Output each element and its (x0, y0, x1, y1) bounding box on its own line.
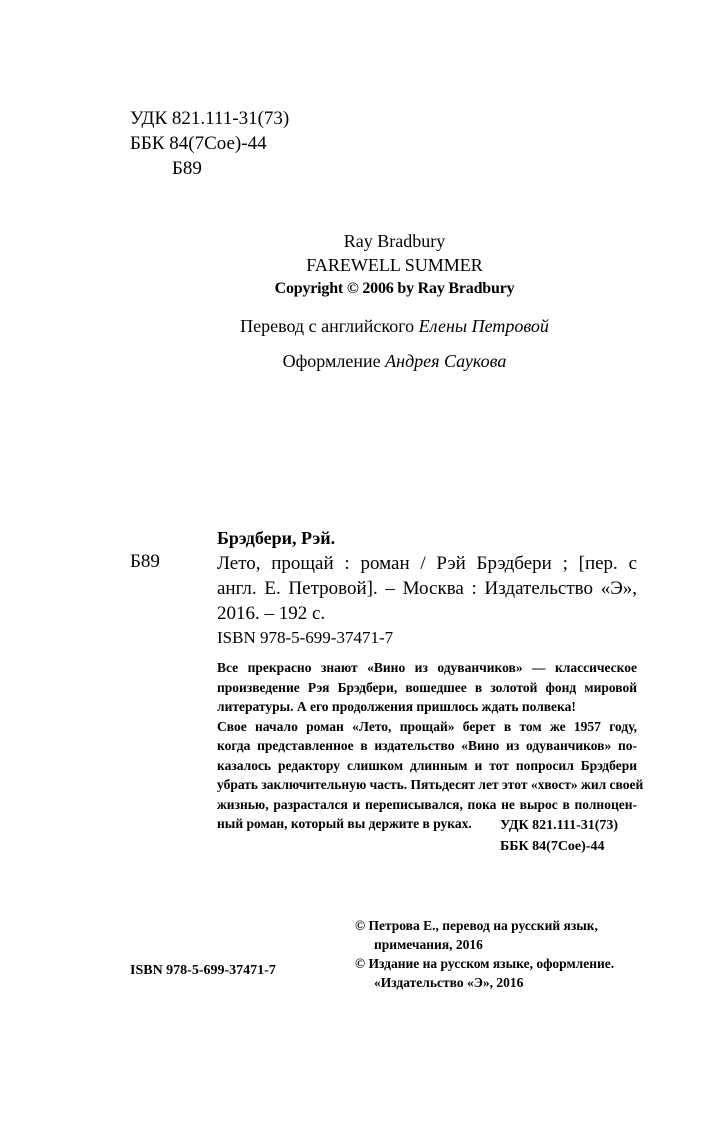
copyright-line: © Петрова Е., перевод на русский язык, (355, 918, 598, 933)
original-author: Ray Bradbury (343, 231, 446, 251)
annotation-line: казалось редактору слишком длинным и тот попросил Брэдбери (217, 757, 637, 773)
bbk-code: ББК 84(7Сое)-44 (130, 133, 267, 154)
footer-codes (500, 815, 618, 857)
footer-bbk: ББК 84(7Сое)-44 (500, 839, 605, 854)
translator-name: Елены Петровой (418, 316, 549, 336)
copyright-block (355, 916, 614, 992)
footer-udk: УДК 821.111-31(73) (500, 818, 619, 833)
catalog-line: Лето, прощай : роман / Рэй Брэдбери ; [пер. с (217, 553, 637, 574)
annotation-line: Свое начало роман «Лето, прощай» берет в том же 1957 году, (217, 718, 637, 734)
copyright-line: © Издание на русском языке, оформление. (355, 956, 615, 971)
copyright-line: примечания, 2016 (374, 937, 483, 952)
classification-codes (130, 106, 289, 181)
catalog-author-heading: Брэдбери, Рэй. (217, 528, 336, 548)
udk-code: УДК 821.111-31(73) (130, 108, 290, 129)
catalog-line: англ. Е. Петровой]. – Москва : Издательство «Э», (217, 578, 637, 599)
annotation (217, 658, 644, 834)
author-mark: Б89 (172, 158, 202, 179)
original-title: FAREWELL SUMMER (306, 255, 483, 275)
original-copyright: Copyright © 2006 by Ray Bradbury (274, 280, 515, 297)
design-credit (40, 351, 709, 372)
copyright-line: «Издательство «Э», 2016 (374, 975, 524, 990)
annotation-line: литературы. А его продолжения пришлось ждать полвека! (217, 699, 576, 714)
catalog-code: Б89 (130, 551, 160, 572)
catalog-isbn: ISBN 978-5-699-37471-7 (217, 628, 394, 647)
translation-credit (40, 316, 709, 337)
designer-name: Андрея Саукова (385, 351, 507, 371)
annotation-line: произведение Рэя Брэдбери, вошедшее в золотой фонд мировой (217, 679, 637, 695)
translation-prefix: Перевод с английского (240, 316, 415, 336)
annotation-line: Все прекрасно знают «Вино из одуванчиков» — классическое (217, 660, 637, 675)
annotation-line: жизнью, разрастался и переписывался, пока не вырос в полноцен- (217, 796, 637, 812)
catalog-line: 2016. – 192 с. (217, 603, 326, 624)
annotation-line: ный роман, который вы держите в руках. (217, 816, 472, 831)
design-prefix: Оформление (282, 351, 381, 371)
footer-isbn: ISBN 978-5-699-37471-7 (130, 963, 276, 978)
annotation-line: убрать заключительную часть. Пятьдесят лет этот «хвост» жил своей (217, 777, 644, 792)
annotation-line: когда представленное в издательство «Вино из одуванчиков» по- (217, 738, 637, 753)
catalog-description (217, 551, 637, 626)
